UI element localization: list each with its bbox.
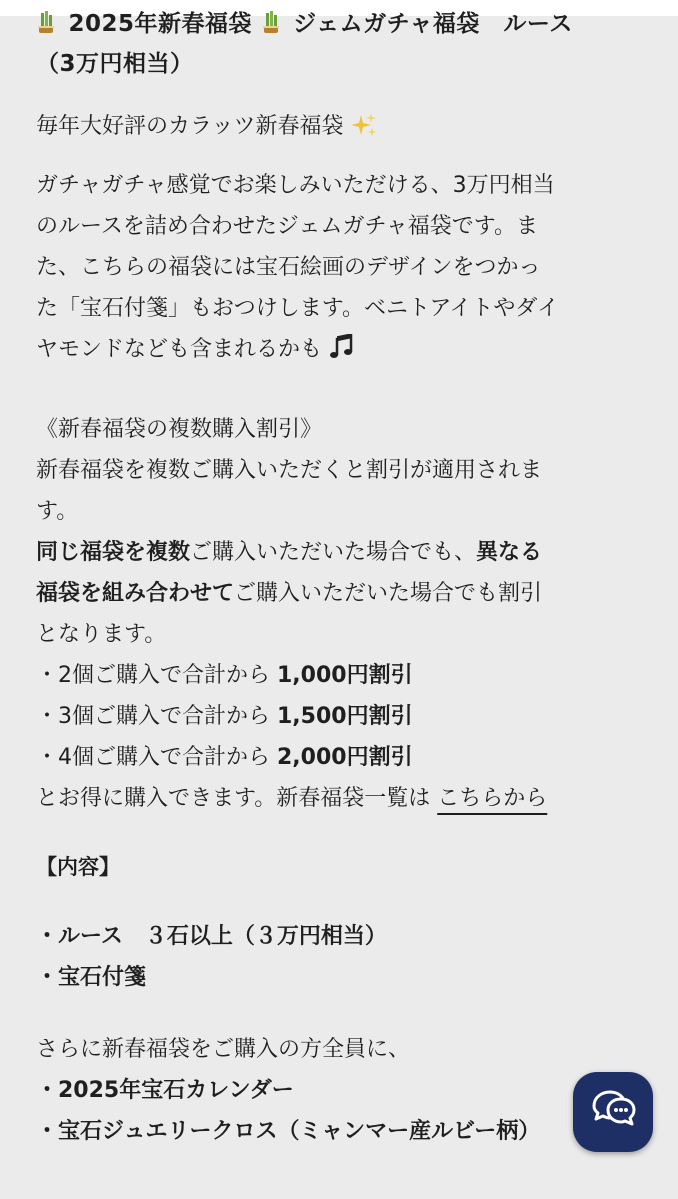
fukubukuro-list-link[interactable]: こちらから xyxy=(437,786,548,811)
chat-button[interactable] xyxy=(573,1072,653,1152)
discount-tier: ・2個ご購入で合計から 1,000円割引 xyxy=(36,663,413,688)
list-item: ・ルース ３石以上（３万円相当） xyxy=(36,924,387,949)
sparkles-icon xyxy=(344,114,377,139)
chat-bubbles-icon xyxy=(588,1088,638,1136)
discount-outro: とお得に購入できます。新春福袋一覧は こちらから xyxy=(36,786,548,811)
contents-heading: 【内容】 xyxy=(36,855,120,879)
list-item: ・宝石ジュエリークロス（ミャンマー産ルビー柄） xyxy=(36,1119,541,1144)
list-item: ・宝石付箋 xyxy=(36,965,147,990)
kadomatsu-icon xyxy=(261,11,294,37)
discount-line: となります。 xyxy=(36,622,167,647)
product-description xyxy=(36,4,636,1152)
intro-text: 毎年大好評のカラッツ新春福袋 xyxy=(36,106,636,147)
list-item: ・2025年宝石カレンダー xyxy=(36,1078,294,1103)
title-line1-name: ジェムガチャ福袋 ルース xyxy=(293,11,573,37)
discount-line: 福袋を組み合わせてご購入いただいた場合でも割引 xyxy=(36,581,543,606)
contents-list xyxy=(36,916,636,998)
bonus-intro: さらに新春福袋をご購入の方全員に、 xyxy=(36,1037,411,1062)
discount-heading: 《新春福袋の複数購入割引》 xyxy=(36,417,323,442)
description-line: た「宝石付箋」もおつけします。ベニトアイトやダイ xyxy=(36,296,559,321)
discount-line: 同じ福袋を複数ご購入いただいた場合でも、異なる xyxy=(36,540,543,565)
description-line: ガチャガチャ感覚でお楽しみいただける、3万円相当 xyxy=(36,173,555,198)
title-line2: （3万円相当） xyxy=(36,51,194,77)
description-line: ヤモンドなども含まれるかも xyxy=(36,329,636,370)
kadomatsu-icon xyxy=(36,11,69,37)
title-line1-year: 2025年新春福袋 xyxy=(68,11,253,37)
musical-notes-icon xyxy=(322,337,355,362)
description-paragraph xyxy=(36,165,636,370)
discount-line: す。 xyxy=(36,499,79,524)
description-line: のルースを詰め合わせたジェムガチャ福袋です。ま xyxy=(36,214,539,239)
bonus-section xyxy=(36,1029,636,1152)
multi-purchase-discount xyxy=(36,409,636,819)
discount-line: 新春福袋を複数ご購入いただくと割引が適用されま xyxy=(36,458,543,483)
discount-tier: ・3個ご購入で合計から 1,500円割引 xyxy=(36,704,413,729)
discount-tier: ・4個ご購入で合計から 2,000円割引 xyxy=(36,745,413,770)
product-title xyxy=(36,4,636,84)
description-line: た、こちらの福袋には宝石絵画のデザインをつかっ xyxy=(36,255,541,280)
